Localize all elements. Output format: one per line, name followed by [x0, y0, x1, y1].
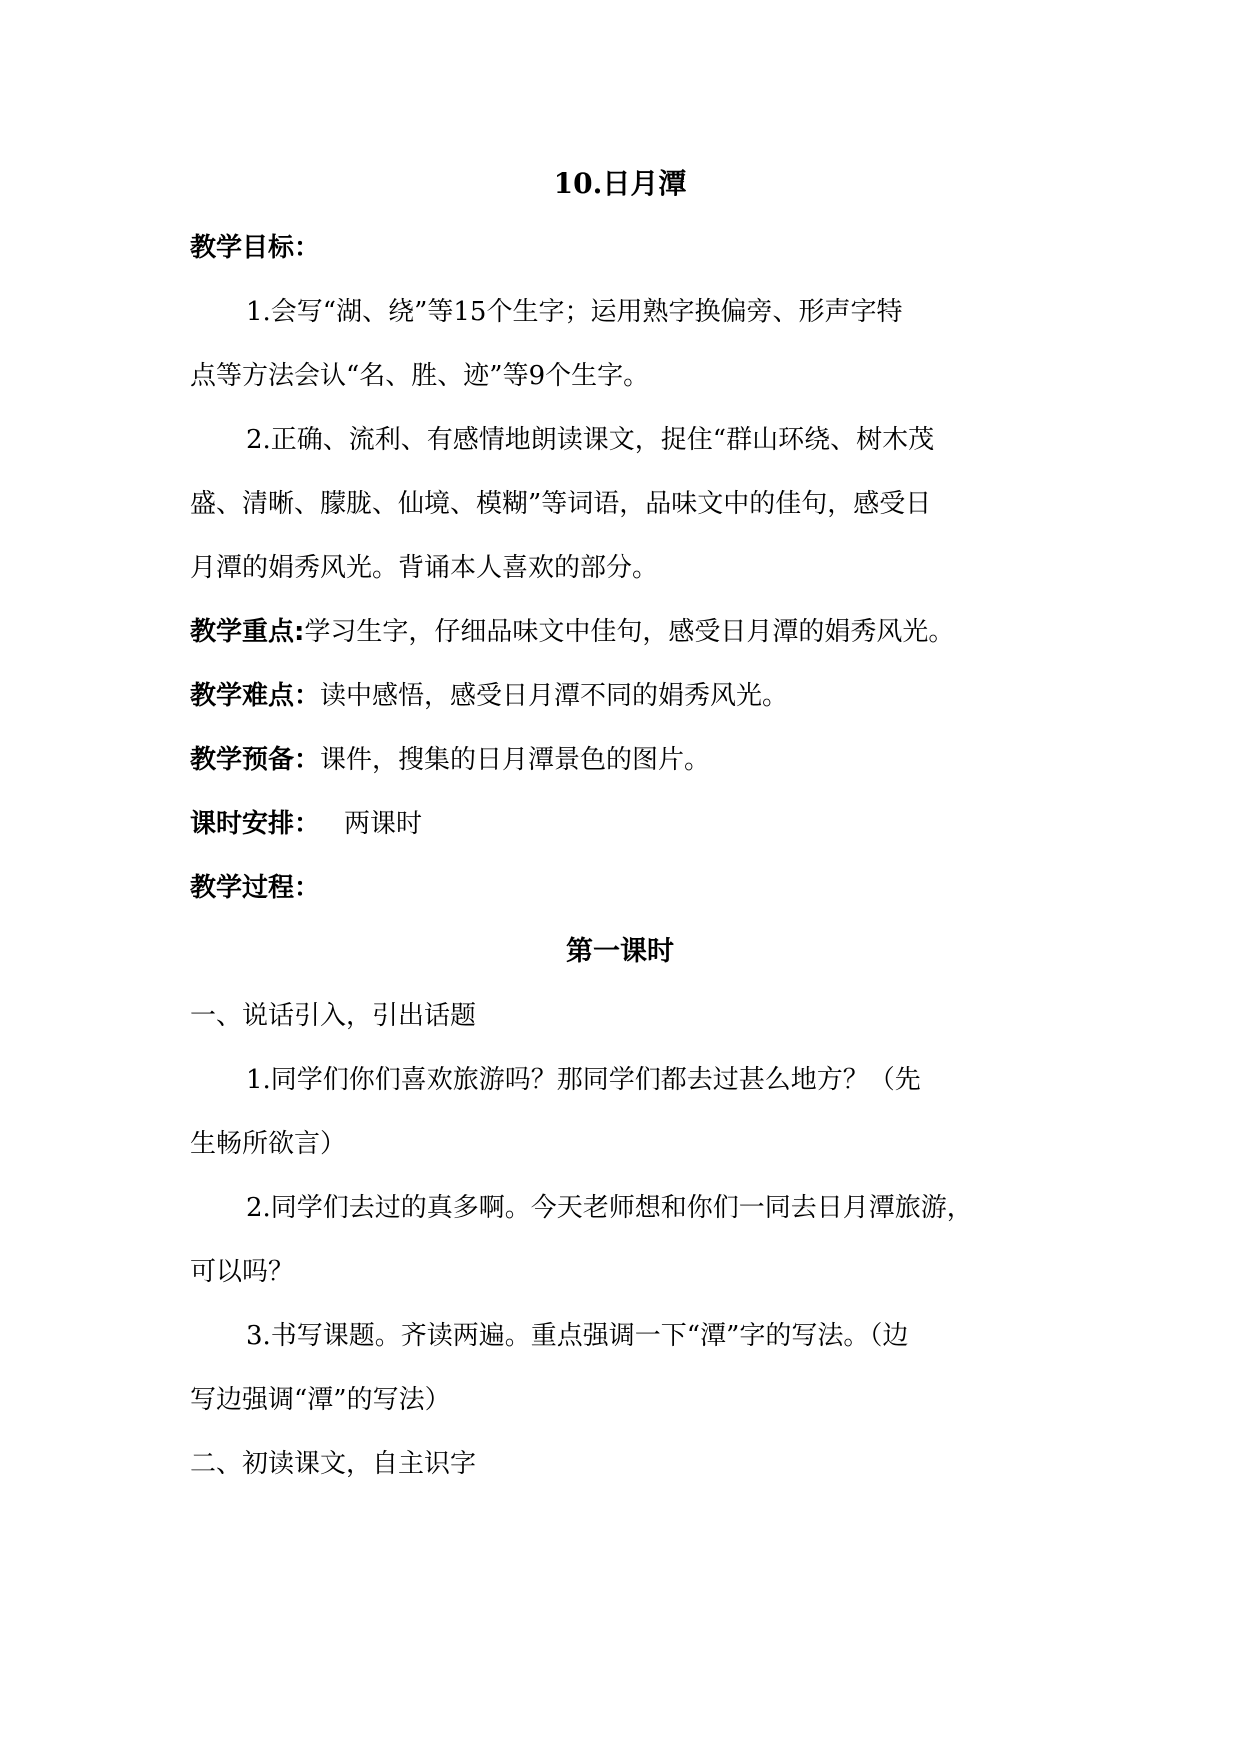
preparation-text: 课件，搜集的日月潭景色的图片。 — [320, 745, 711, 775]
objective-2-line-1: 2.正确、流利、有感情地朗读课文，捉住“群山环绕、树木茂 — [246, 425, 935, 455]
objective-2-line-3: 月潭的娟秀风光。背诵本人喜欢的部分。 — [190, 553, 659, 583]
preparation-row — [190, 728, 1050, 792]
document-title: 10.日月潭 — [553, 167, 687, 200]
difficulties-heading: 教学难点： — [190, 681, 321, 711]
section-1-item-1-line-1: 1.同学们你们喜欢旅游吗？那同学们都去过甚么地方？（先 — [246, 1065, 921, 1095]
objectives-heading: 教学目标： — [190, 233, 321, 263]
section-2-heading: 二、初读课文，自主识字 — [190, 1449, 477, 1479]
section-1-heading: 一、说话引入，引出话题 — [190, 1001, 477, 1031]
key-points-row — [190, 600, 1050, 664]
key-points-text: 学习生字，仔细品味文中佳句，感受日月潭的娟秀风光。 — [304, 617, 955, 647]
schedule-row — [190, 792, 1050, 856]
section-1-item-3-line-2: 写边强调“潭”的写法） — [190, 1385, 451, 1415]
section-1-item-2-line-2: 可以吗？ — [190, 1257, 295, 1287]
schedule-text: 两课时 — [344, 809, 423, 839]
objective-2-line-2: 盛、清晰、朦胧、仙境、模糊”等词语，品味文中的佳句，感受日 — [190, 489, 932, 519]
key-points-heading: 教学重点: — [190, 617, 305, 647]
process-heading: 教学过程： — [190, 873, 321, 903]
section-1-item-3-line-1: 3.书写课题。齐读两遍。重点强调一下“潭”字的写法。（边 — [246, 1321, 909, 1351]
preparation-heading: 教学预备： — [190, 745, 321, 775]
document-content — [190, 152, 1050, 1496]
section-1-item-1-line-2: 生畅所欲言） — [190, 1129, 347, 1159]
objective-1-line-2: 点等方法会认“名、胜、迹”等9个生字。 — [190, 361, 650, 391]
section-1-item-2-line-1: 2.同学们去过的真多啊。今天老师想和你们一同去日月潭旅游， — [246, 1193, 973, 1223]
lesson-1-title: 第一课时 — [566, 936, 674, 967]
difficulties-row — [190, 664, 1050, 728]
difficulties-text: 读中感悟，感受日月潭不同的娟秀风光。 — [320, 681, 789, 711]
objective-1-line-1: 1.会写“湖、绕”等15个生字；运用熟字换偏旁、形声字特 — [246, 297, 903, 327]
schedule-heading: 课时安排： — [190, 809, 321, 839]
